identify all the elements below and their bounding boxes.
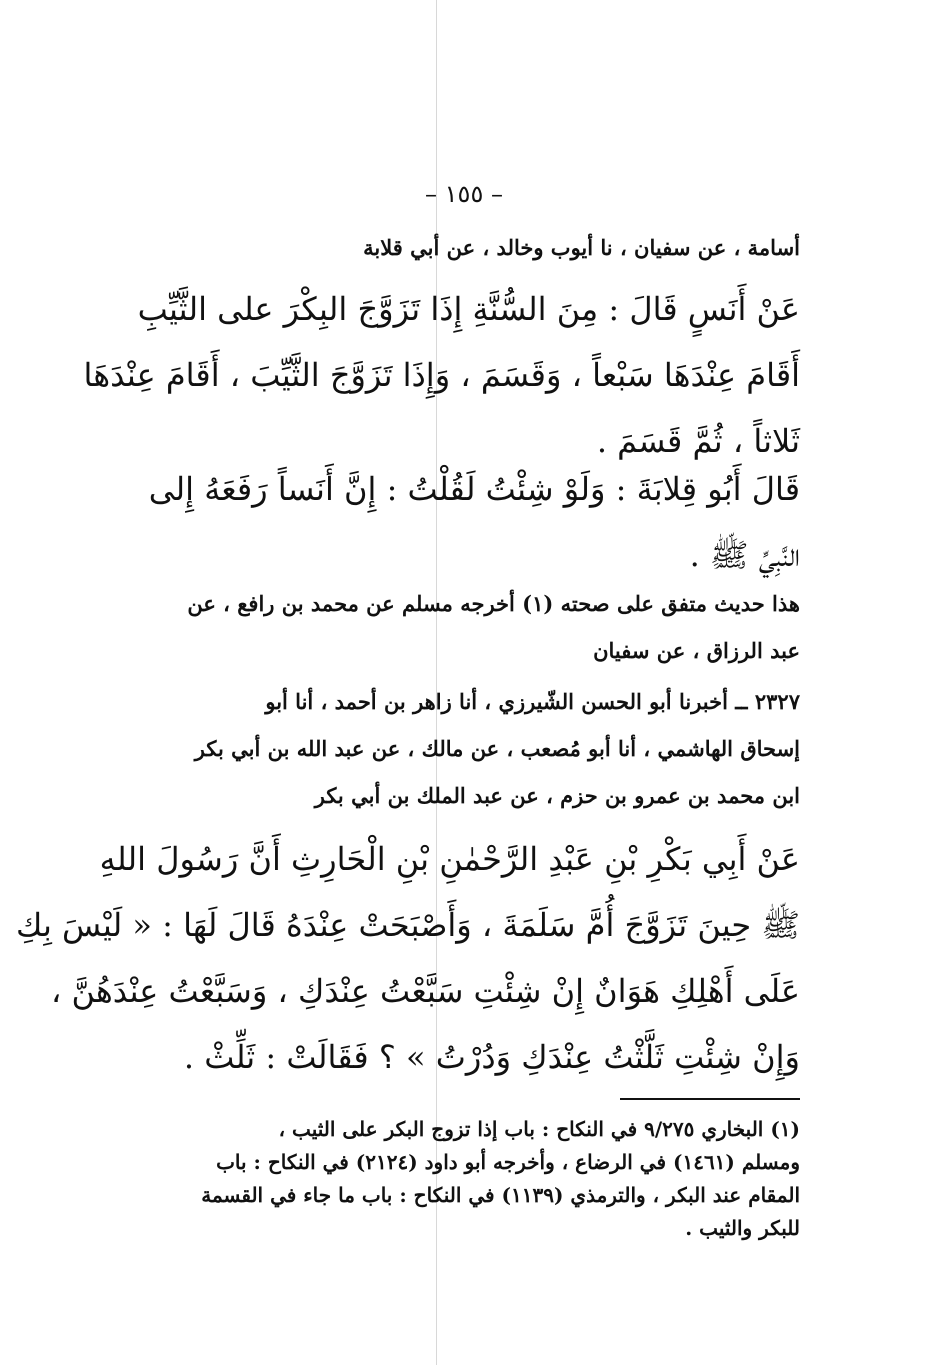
- text-line: أسامة ، عن سفيان ، نا أيوب وخالد ، عن أبي قلابة: [363, 235, 800, 260]
- text-line: عَنْ أَبِي بَكْرِ بْنِ عَبْدِ الرَّحْمٰنِ بْنِ الْحَارِثِ أَنَّ رَسُولَ اللهِ: [99, 840, 800, 878]
- text-line: ابن محمد بن عمرو بن حزم ، عن عبد الملك بن أبي بكر: [314, 783, 800, 808]
- footnotes: [158, 1113, 800, 1245]
- hadith-text: [83, 276, 800, 474]
- text-line: قَالَ أَبُو قِلابَةَ : وَلَوْ شِئْتُ لَقُلْتُ : إِنَّ أَنَساً رَفَعَهُ إِلى: [148, 470, 800, 508]
- footnote-separator: [620, 1098, 800, 1100]
- text-line: ثَلاثاً ، ثُمَّ قَسَمَ .: [596, 422, 800, 460]
- text-line: أَقَامَ عِنْدَهَا سَبْعاً ، وَقَسَمَ ، وَإِذَا تَزَوَّجَ الثَّيِّبَ ، أَقَامَ عِنْدَهَا: [83, 356, 800, 394]
- text-line: ﷺ حِينَ تَزَوَّجَ أُمَّ سَلَمَةَ ، وَأَصْبَحَتْ عِنْدَهُ قَالَ لَهَا : « لَيْسَ بِكِ: [16, 906, 800, 944]
- page-number: – ١٥٥ –: [425, 180, 503, 208]
- footnote-line: (١) البخاري ٩/٢٧٥ في النكاح : باب إذا تزوج البكر على الثيب ،: [278, 1117, 800, 1141]
- footnote-line: للبكر والثيب .: [685, 1216, 800, 1240]
- footnote-line: المقام عند البكر ، والترمذي (١١٣٩) في النكاح : باب ما جاء في القسمة: [201, 1183, 800, 1207]
- authentication-note: [150, 580, 800, 674]
- text-line: وَإِنْ شِئْتِ ثَلَّثْتُ عِنْدَكِ وَدُرْتُ » ؟ فَقَالَتْ : ثَلِّثْ .: [183, 1038, 800, 1076]
- text-line: عَنْ أَنَسٍ قَالَ : مِنَ السُّنَّةِ إِذَا تَزَوَّجَ البِكْرَ على الثَّيِّبِ: [137, 290, 800, 328]
- text-line: هذا حديث متفق على صحته (١) أخرجه مسلم عن محمد بن رافع ، عن: [187, 591, 800, 616]
- hadith-2327-chain: [150, 678, 800, 819]
- hadith-2327-text: [16, 826, 800, 1090]
- text-line: إسحاق الهاشمي ، أنا أبو مُصعب ، عن مالك ، عن عبد الله بن أبي بكر: [194, 736, 800, 761]
- footnote-line: ومسلم (١٤٦١) في الرضاع ، وأخرجه أبو داود (٢١٢٤) في النكاح : باب: [216, 1150, 800, 1174]
- narrator-chain: [150, 224, 800, 271]
- text-line: ٢٣٢٧ ــ أخبرنا أبو الحسن الشّيرزي ، أنا زاهر بن أحمد ، أنا أبو: [265, 689, 800, 714]
- text-line: عبد الرزاق ، عن سفيان: [593, 638, 800, 663]
- text-line: النَّبِيِّ ﷺ .: [689, 536, 800, 574]
- text-line: عَلَى أَهْلِكِ هَوَانٌ إِنْ شِئْتِ سَبَّعْتُ عِنْدَكِ ، وَسَبَّعْتُ عِنْدَهُنَّ ،: [51, 972, 800, 1010]
- abu-qilaba-statement: [150, 456, 800, 588]
